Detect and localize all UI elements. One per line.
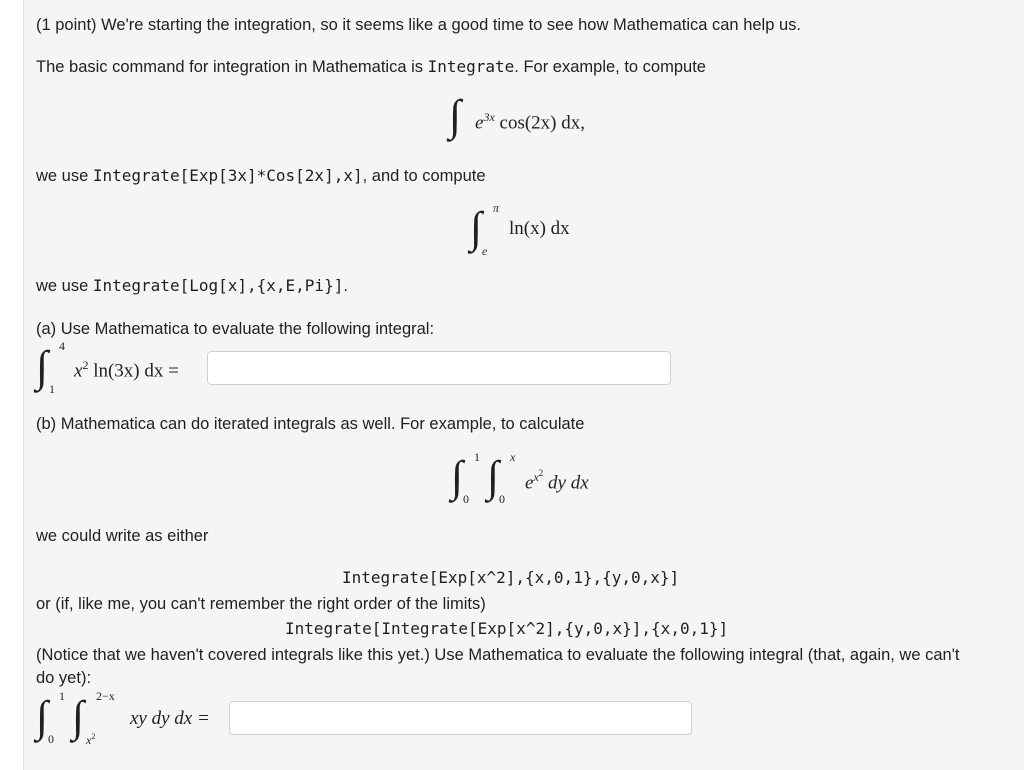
part-a-integrand [74, 358, 179, 382]
part-b-q-inner-lower [86, 732, 95, 748]
part-b-q-inner-integral-sign: ∫ [72, 692, 85, 741]
part-b-code-1: Integrate[Exp[x^2],{x,0,1},{y,0,x}] [342, 568, 680, 587]
part-b-code-2: Integrate[Integrate[Exp[x^2],{y,0,x}],{x,0,1}] [285, 619, 729, 638]
example1-base: e [475, 112, 484, 134]
part-a-integral-sign: ∫ [36, 342, 49, 391]
part-b-notice-line-1: (Notice that we haven't covered integrals like this yet.) Use Mathematica to evaluate the following integral (that, again, we can't [36, 646, 960, 664]
part-b-q-inner-lower-exp: 2 [91, 732, 96, 741]
example2-use-after: . [343, 277, 348, 295]
part-b-outer-upper: 1 [474, 450, 480, 464]
example1-usage-line [36, 166, 486, 186]
part-a-lower-limit: 1 [49, 382, 55, 396]
part-a-upper-limit: 4 [59, 339, 65, 353]
example1-use-after: , and to compute [362, 167, 486, 185]
part-b-rest: dy dx [548, 472, 589, 494]
part-b-outer-integral-sign: ∫ [451, 452, 464, 501]
part-b-answer-input[interactable] [229, 701, 692, 735]
example2-integrand [509, 218, 570, 240]
example1-code: Integrate[Exp[3x]*Cos[2x],x] [92, 166, 363, 185]
example2-upper-limit: π [493, 201, 500, 215]
integrate-command-code: Integrate [427, 57, 515, 76]
example2-lower-limit: e [482, 244, 488, 258]
example2-code: Integrate[Log[x],{x,E,Pi}] [92, 276, 344, 295]
part-a-exponent: 2 [82, 358, 89, 372]
example1-integral-sign: ∫ [449, 91, 462, 140]
example1-use-before: we use [36, 167, 93, 185]
part-b-exp-base: x [533, 470, 539, 484]
part-a-rest: ln(3x) dx = [93, 360, 179, 382]
part-b-base: e [525, 472, 534, 494]
part-b-q-outer-upper: 1 [59, 689, 65, 703]
part-b-notice-line-2: do yet): [36, 669, 92, 687]
part-a-answer-input[interactable] [207, 351, 671, 385]
part-b-outer-lower: 0 [463, 492, 469, 506]
part-b-exp-sup: 2 [538, 468, 544, 478]
intro-line: (1 point) We're starting the integration, so it seems like a good time to see how Mathematica can help us. [36, 16, 801, 34]
example2-integrand-text: ln(x) dx [509, 218, 570, 239]
example1-rest: cos(2x) dx, [499, 112, 585, 134]
part-b-inner-upper: x [510, 450, 516, 464]
part-b-q-outer-integral-sign: ∫ [36, 692, 49, 741]
example2-use-before: we use [36, 277, 93, 295]
part-a-base: x [74, 360, 83, 382]
part-b-q-inner-lower-base: x [86, 733, 92, 747]
part-b-integrand [525, 468, 589, 494]
part-b-prompt: (b) Mathematica can do iterated integrals as well. For example, to calculate [36, 415, 585, 433]
example2-usage-line [36, 276, 348, 296]
intro-command-line [36, 57, 706, 77]
intro-text-before: The basic command for integration in Mathematica is [36, 58, 428, 76]
part-b-q-inner-upper: 2−x [96, 689, 115, 703]
part-b-inner-lower: 0 [499, 492, 505, 506]
example2-integral-sign: ∫ [470, 203, 483, 252]
part-b-either-text: we could write as either [36, 527, 209, 545]
part-a-prompt: (a) Use Mathematica to evaluate the following integral: [36, 320, 435, 338]
part-b-or-text: or (if, like me, you can't remember the right order of the limits) [36, 595, 486, 613]
example1-integrand [475, 110, 585, 134]
intro-text-after: . For example, to compute [514, 58, 706, 76]
part-b-q-outer-lower: 0 [48, 732, 54, 746]
example1-exponent: 3x [483, 110, 495, 124]
part-b-q-integrand: xy dy dx = [130, 708, 210, 729]
part-b-inner-integral-sign: ∫ [487, 452, 500, 501]
